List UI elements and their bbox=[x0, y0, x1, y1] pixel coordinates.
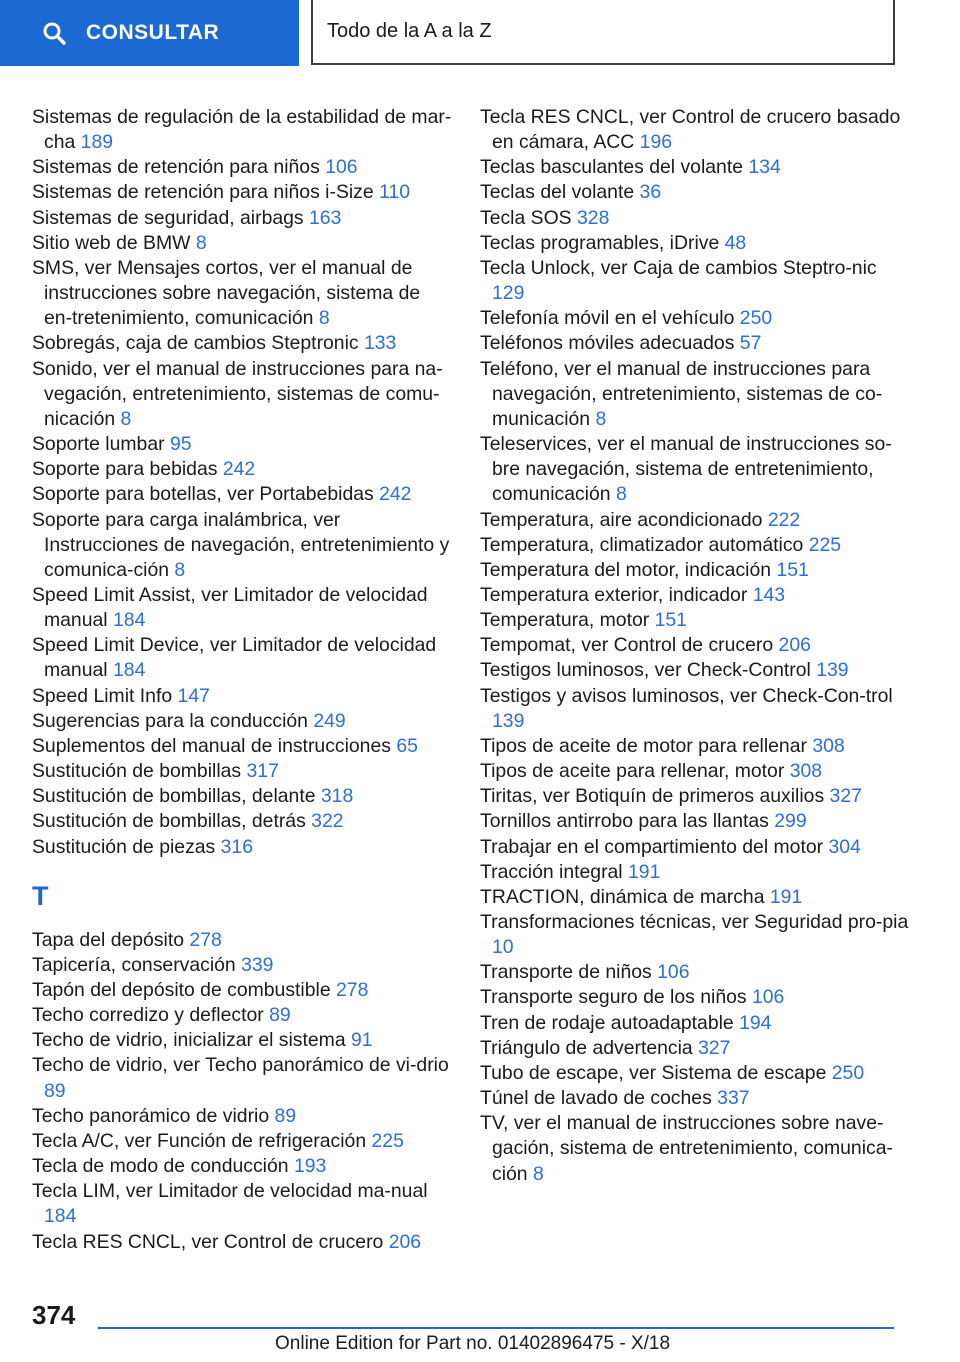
page-link[interactable]: 139 bbox=[492, 709, 525, 732]
a-to-z-tab[interactable] bbox=[311, 0, 895, 65]
page-link[interactable]: 196 bbox=[639, 131, 673, 154]
index-entry-text: Sistemas de seguridad, airbags bbox=[32, 206, 304, 229]
index-entry-text: Tracción integral bbox=[480, 860, 623, 883]
index-entry-text: Sitio web de BMW bbox=[32, 231, 191, 254]
index-entry bbox=[480, 357, 910, 432]
index-entry-text: Speed Limit Info bbox=[32, 684, 173, 707]
index-entry-text: Sonido, ver el manual de instrucciones para na‐vegación, entretenimiento, sistemas de comu‐nicación bbox=[32, 357, 443, 430]
index-entry-text: Tecla Unlock, ver Caja de cambios Steptro‐nic bbox=[480, 256, 877, 279]
page-link[interactable]: 193 bbox=[293, 1155, 327, 1178]
index-entry-text: Techo corredizo y deflector bbox=[32, 1004, 264, 1027]
index-entry-text: SMS, ver Mensajes cortos, ver el manual de instrucciones sobre navegación, sistema de en‐tretenimiento, comunicación bbox=[32, 256, 421, 330]
index-entry bbox=[32, 633, 452, 683]
index-entry bbox=[480, 658, 910, 683]
page-link[interactable]: 8 bbox=[195, 231, 207, 254]
index-entry-text: Speed Limit Assist, ver Limitador de velocidad manual bbox=[32, 583, 428, 632]
page-link[interactable]: 151 bbox=[776, 558, 809, 581]
index-entry-text: Tempomat, ver Control de crucero bbox=[480, 634, 774, 657]
page-link[interactable]: 129 bbox=[492, 282, 525, 305]
index-entry bbox=[480, 684, 910, 734]
index-entry bbox=[480, 1086, 910, 1111]
a-to-z-tab-label: Todo de la A a la Z bbox=[327, 20, 492, 42]
page-link[interactable]: 48 bbox=[724, 231, 747, 254]
page-link[interactable]: 65 bbox=[396, 734, 418, 757]
index-entry-text: Tren de rodaje autoadaptable bbox=[480, 1011, 734, 1034]
index-entry-text: Soporte para botellas, ver Portabebidas bbox=[32, 483, 374, 506]
index-entry-text: Triángulo de advertencia bbox=[480, 1036, 693, 1059]
index-list-t-continued bbox=[480, 105, 910, 1187]
index-entry bbox=[480, 784, 910, 809]
page-link[interactable]: 8 bbox=[120, 407, 132, 430]
index-entry-text: Testigos luminosos, ver Check-Control bbox=[480, 659, 811, 682]
index-entry-text: Temperatura exterior, indicador bbox=[480, 583, 748, 606]
index-entry bbox=[32, 105, 452, 155]
index-list-t bbox=[32, 928, 452, 1255]
page-link[interactable]: 322 bbox=[311, 810, 344, 833]
index-entry bbox=[32, 155, 452, 180]
footer-divider bbox=[98, 1327, 894, 1329]
page-link[interactable]: 36 bbox=[639, 181, 662, 204]
page-link[interactable]: 191 bbox=[628, 860, 661, 883]
index-entry-text: Sugerencias para la conducción bbox=[32, 709, 308, 732]
page-link[interactable]: 327 bbox=[829, 785, 862, 808]
index-entry-text: Teléfonos móviles adecuados bbox=[480, 332, 735, 355]
index-entry bbox=[480, 105, 910, 155]
index-entry bbox=[32, 331, 452, 356]
index-entry-text: Tecla LIM, ver Limitador de velocidad ma‐nual bbox=[32, 1180, 428, 1203]
page-link[interactable]: 206 bbox=[778, 634, 811, 657]
page-link[interactable]: 250 bbox=[739, 307, 773, 330]
index-entry-text: Tecla SOS bbox=[480, 206, 572, 229]
index-entry bbox=[32, 256, 452, 331]
index-entry bbox=[32, 759, 452, 784]
index-list-s bbox=[32, 105, 452, 860]
index-entry-text: Temperatura del motor, indicación bbox=[480, 558, 772, 581]
page-link[interactable]: 8 bbox=[615, 483, 627, 506]
index-entry bbox=[32, 928, 452, 953]
index-entry-text: Telefonía móvil en el vehículo bbox=[480, 307, 735, 330]
page-link[interactable]: 278 bbox=[336, 979, 369, 1001]
page-link[interactable]: 249 bbox=[313, 709, 346, 732]
index-entry bbox=[480, 180, 910, 205]
index-entry-text: Sobregás, caja de cambios Steptronic bbox=[32, 332, 359, 355]
page-link[interactable]: 316 bbox=[220, 835, 253, 858]
index-entry bbox=[32, 482, 452, 507]
index-entry bbox=[32, 1028, 452, 1053]
index-entry bbox=[32, 1154, 452, 1179]
index-entry-text: Speed Limit Device, ver Limitador de velocidad manual bbox=[32, 634, 437, 682]
index-entry bbox=[480, 1061, 910, 1086]
index-entry bbox=[32, 835, 452, 860]
page-link[interactable]: 191 bbox=[769, 885, 803, 908]
search-icon bbox=[42, 21, 66, 45]
index-entry-text: Tecla de modo de conducción bbox=[32, 1155, 289, 1178]
page-link[interactable]: 206 bbox=[388, 1230, 422, 1253]
index-entry-text: Sistemas de retención para niños i-Size bbox=[32, 181, 374, 204]
index-entry bbox=[480, 734, 910, 759]
index-entry bbox=[32, 231, 452, 256]
index-entry-text: Sistemas de retención para niños bbox=[32, 156, 320, 179]
index-entry-text: Tipos de aceite de motor para rellenar bbox=[480, 734, 807, 757]
index-entry-text: Tecla A/C, ver Función de refrigeración bbox=[32, 1129, 367, 1152]
page-link[interactable]: 328 bbox=[577, 206, 610, 229]
index-entry bbox=[32, 1179, 452, 1229]
index-entry bbox=[32, 206, 452, 231]
index-entry-text: Teleservices, ver el manual de instrucciones so‐bre navegación, sistema de entretenimiento, comunicación bbox=[480, 433, 892, 506]
index-entry bbox=[480, 910, 910, 960]
index-entry bbox=[480, 1036, 910, 1061]
page-link[interactable]: 95 bbox=[169, 433, 192, 456]
index-entry bbox=[32, 432, 452, 457]
index-entry bbox=[480, 1111, 910, 1186]
index-entry bbox=[32, 953, 452, 978]
index-entry-text: Sistemas de regulación de la estabilidad de mar‐cha bbox=[32, 106, 452, 154]
index-entry bbox=[32, 180, 452, 205]
index-entry bbox=[480, 1011, 910, 1036]
page-link[interactable]: 317 bbox=[246, 760, 279, 783]
page-link[interactable]: 8 bbox=[595, 407, 607, 430]
index-entry-text: Sustitución de bombillas, delante bbox=[32, 785, 316, 808]
page-link[interactable]: 299 bbox=[774, 810, 807, 833]
page-link[interactable]: 8 bbox=[174, 558, 186, 581]
page-link[interactable]: 184 bbox=[44, 1205, 77, 1228]
index-entry bbox=[480, 206, 910, 231]
index-entry-text: Tapón del depósito de combustible bbox=[32, 979, 331, 1001]
index-entry bbox=[480, 608, 910, 633]
index-entry-text: Tubo de escape, ver Sistema de escape bbox=[480, 1061, 827, 1084]
index-entry-text: Tipos de aceite para rellenar, motor bbox=[480, 760, 785, 783]
edition-footer: Online Edition for Part no. 01402896475 - X/18 bbox=[275, 1333, 671, 1354]
index-entry-text: Techo de vidrio, inicializar el sistema bbox=[32, 1029, 346, 1052]
index-entry bbox=[32, 1129, 452, 1154]
index-entry bbox=[32, 1104, 452, 1129]
page-link[interactable]: 278 bbox=[189, 928, 222, 951]
index-entry bbox=[480, 432, 910, 507]
page-link[interactable]: 57 bbox=[739, 332, 762, 355]
index-entry-text: Tapicería, conservación bbox=[32, 953, 236, 976]
index-entry-text: TV, ver el manual de instrucciones sobre nave‐gación, sistema de entretenimiento, comunica‐ción bbox=[480, 1112, 893, 1185]
page-link[interactable]: 106 bbox=[751, 986, 785, 1009]
page-link[interactable]: 110 bbox=[379, 181, 410, 204]
index-entry-text: Tornillos antirrobo para las llantas bbox=[480, 810, 769, 833]
index-entry-text: Teclas del volante bbox=[480, 181, 635, 204]
index-entry bbox=[32, 1230, 452, 1255]
index-entry-text: Temperatura, climatizador automático bbox=[480, 533, 804, 556]
index-entry bbox=[480, 860, 910, 885]
page-link[interactable]: 339 bbox=[241, 953, 274, 976]
page-link[interactable]: 10 bbox=[492, 936, 514, 959]
consult-tab[interactable] bbox=[0, 0, 299, 66]
index-entry bbox=[32, 709, 452, 734]
index-entry bbox=[480, 633, 910, 658]
index-entry-text: Teléfono, ver el manual de instrucciones para navegación, entretenimiento, sistemas de co‐municación bbox=[480, 357, 883, 430]
page-link[interactable]: 225 bbox=[808, 533, 842, 556]
index-entry bbox=[32, 734, 452, 759]
index-entry-text: Suplementos del manual de instrucciones bbox=[32, 734, 391, 757]
index-entry bbox=[480, 306, 910, 331]
index-entry bbox=[480, 835, 910, 860]
index-column-right bbox=[480, 105, 910, 1187]
page-link[interactable]: 184 bbox=[113, 659, 146, 682]
index-entry-text: Transformaciones técnicas, ver Seguridad pro‐pia bbox=[480, 911, 909, 933]
index-entry bbox=[32, 784, 452, 809]
index-entry bbox=[480, 809, 910, 834]
page-link[interactable]: 163 bbox=[309, 206, 342, 229]
index-entry bbox=[480, 558, 910, 583]
index-entry-text: Teclas basculantes del volante bbox=[480, 156, 744, 179]
page-link[interactable]: 222 bbox=[767, 508, 801, 531]
index-entry bbox=[32, 1053, 452, 1103]
index-entry bbox=[480, 985, 910, 1010]
index-entry-text: Techo panorámico de vidrio bbox=[32, 1104, 270, 1127]
page-link[interactable]: 143 bbox=[752, 583, 786, 606]
page-link[interactable]: 308 bbox=[812, 734, 845, 757]
index-entry bbox=[32, 508, 452, 583]
page-link[interactable]: 89 bbox=[274, 1104, 297, 1127]
index-entry-text: Soporte para bebidas bbox=[32, 458, 218, 481]
index-entry bbox=[480, 960, 910, 985]
index-entry bbox=[480, 256, 910, 306]
page-link[interactable]: 151 bbox=[654, 609, 687, 632]
index-entry-text: Trabajar en el compartimiento del motor bbox=[480, 835, 824, 858]
page-link[interactable]: 8 bbox=[318, 307, 330, 330]
index-entry-text: TRACTION, dinámica de marcha bbox=[480, 885, 765, 908]
index-entry bbox=[480, 583, 910, 608]
page-link[interactable]: 89 bbox=[269, 1004, 291, 1027]
index-entry bbox=[480, 155, 910, 180]
page-link[interactable]: 8 bbox=[532, 1162, 544, 1185]
index-entry-text: Tiritas, ver Botiquín de primeros auxilios bbox=[480, 785, 825, 808]
top-navigation bbox=[0, 0, 960, 66]
page-link[interactable]: 106 bbox=[325, 156, 358, 179]
page-link[interactable]: 337 bbox=[717, 1087, 750, 1110]
consult-tab-label: CONSULTAR bbox=[86, 21, 220, 44]
index-entry-text: Transporte seguro de los niños bbox=[480, 986, 747, 1009]
index-entry bbox=[32, 583, 452, 633]
index-entry bbox=[480, 885, 910, 910]
page-link[interactable]: 242 bbox=[222, 458, 256, 481]
index-entry bbox=[32, 1003, 452, 1028]
index-entry bbox=[32, 357, 452, 432]
page-link[interactable]: 242 bbox=[379, 483, 412, 506]
index-entry-text: Tecla RES CNCL, ver Control de crucero bbox=[32, 1230, 384, 1253]
index-column-left bbox=[32, 105, 452, 1255]
page-link[interactable]: 194 bbox=[739, 1011, 772, 1034]
index-entry-text: Sustitución de bombillas, detrás bbox=[32, 810, 306, 833]
page-link[interactable]: 91 bbox=[351, 1029, 373, 1052]
index-entry-text: Soporte lumbar bbox=[32, 433, 165, 456]
page-link[interactable]: 184 bbox=[113, 609, 146, 632]
index-entry-text: Túnel de lavado de coches bbox=[480, 1087, 712, 1110]
page-link[interactable]: 318 bbox=[320, 785, 354, 808]
index-entry-text: Tapa del depósito bbox=[32, 928, 185, 951]
page-link[interactable]: 89 bbox=[44, 1079, 66, 1102]
page-link[interactable]: 106 bbox=[657, 961, 690, 984]
index-entry-text: Sustitución de piezas bbox=[32, 835, 216, 858]
page-link[interactable]: 327 bbox=[698, 1036, 731, 1059]
index-entry bbox=[480, 759, 910, 784]
index-entry-text: Soporte para carga inalámbrica, ver Instrucciones de navegación, entretenimiento y comunica‐ción bbox=[32, 508, 450, 581]
index-entry-text: Transporte de niños bbox=[480, 961, 652, 984]
index-entry bbox=[480, 331, 910, 356]
index-entry-text: Tecla RES CNCL, ver Control de crucero basado en cámara, ACC bbox=[480, 106, 901, 154]
index-entry bbox=[32, 978, 452, 1003]
index-entry bbox=[480, 533, 910, 558]
page-link[interactable]: 308 bbox=[789, 760, 823, 783]
index-entry bbox=[32, 684, 452, 709]
page-link[interactable]: 189 bbox=[80, 131, 114, 154]
page-link[interactable]: 304 bbox=[828, 835, 861, 858]
index-entry-text: Techo de vidrio, ver Techo panorámico de vi‐drio bbox=[32, 1054, 449, 1077]
page-number: 374 bbox=[32, 1300, 76, 1330]
page-link[interactable]: 134 bbox=[748, 156, 781, 179]
index-entry bbox=[480, 508, 910, 533]
index-entry-text: Teclas programables, iDrive bbox=[480, 231, 720, 254]
page-link[interactable]: 250 bbox=[831, 1061, 865, 1084]
index-entry-text: Temperatura, aire acondicionado bbox=[480, 508, 763, 531]
index-entry bbox=[480, 231, 910, 256]
index-entry-text: Temperatura, motor bbox=[480, 609, 650, 632]
page-link[interactable]: 225 bbox=[371, 1129, 404, 1152]
index-entry bbox=[32, 809, 452, 834]
index-entry-text: Sustitución de bombillas bbox=[32, 760, 242, 783]
section-letter: T bbox=[32, 880, 49, 911]
index-entry bbox=[32, 457, 452, 482]
page-link[interactable]: 139 bbox=[816, 659, 849, 682]
page-link[interactable]: 133 bbox=[363, 332, 397, 355]
page-link[interactable]: 147 bbox=[177, 684, 210, 707]
index-entry-text: Testigos y avisos luminosos, ver Check-Con‐trol bbox=[480, 684, 893, 707]
